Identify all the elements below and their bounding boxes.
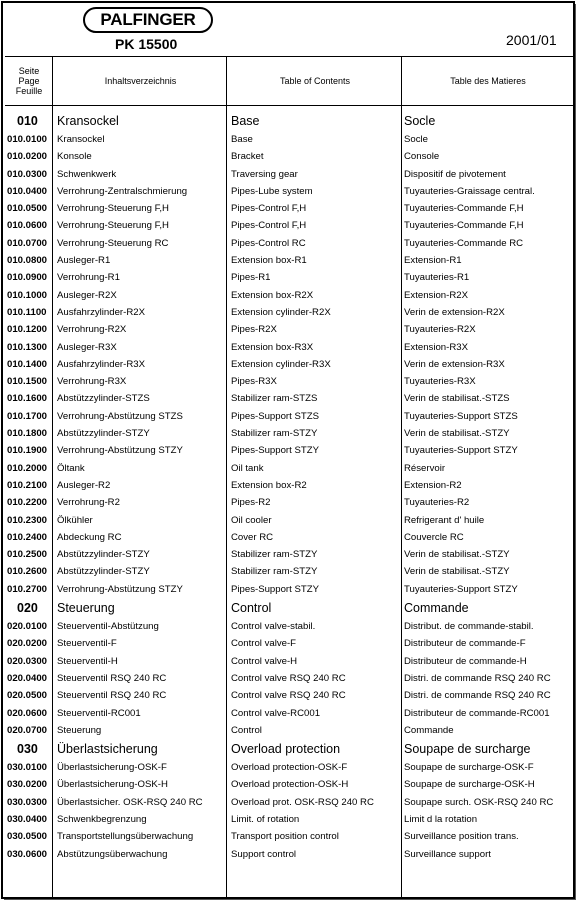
title-de: Abstützzylinder-STZY	[57, 566, 150, 578]
title-fr: Socle	[404, 134, 428, 145]
title-de: Steuerventil RSQ 240 RC	[57, 672, 167, 684]
toc-row	[7, 183, 573, 200]
title-en: Control	[231, 724, 262, 736]
column-header-page-en: Page	[18, 76, 40, 86]
page-code: 010.1600	[7, 393, 48, 405]
title-en: Control valve-RC001	[231, 707, 321, 719]
title-de: Ausfahrzylinder-R3X	[57, 358, 145, 370]
toc-row	[7, 687, 573, 704]
title-fr: Refrigerant d' huile	[404, 514, 485, 526]
title-en: Support control	[231, 848, 297, 860]
title-en: Overload protection	[231, 742, 341, 757]
page-code: 010.1800	[7, 428, 48, 440]
title-en: Pipes-Lube system	[231, 185, 313, 197]
title-en: Extension cylinder-R3X	[231, 358, 331, 370]
title-de: Verrohrung-Steuerung F,H	[57, 203, 169, 215]
column-header-page-fr: Feuille	[15, 86, 43, 96]
title-en: Control valve RSQ 240 RC	[231, 690, 346, 702]
title-en: Oil cooler	[231, 514, 272, 526]
title-fr: Verin de extension-R2X	[404, 306, 505, 318]
title-en: Stabilizer ram-STZS	[231, 393, 318, 405]
page-code: 010.2100	[7, 479, 48, 491]
title-fr: Verin de stabilisat.-STZY	[404, 549, 510, 561]
title-fr: Tuyauteries-R1	[404, 272, 470, 284]
column-header-page	[5, 57, 53, 105]
page-code: 010.0400	[7, 185, 48, 197]
title-en: Extension box-R3X	[231, 341, 314, 353]
title-fr: Extension-R2X	[404, 289, 468, 301]
page-code: 020.0600	[7, 707, 48, 719]
toc-row	[7, 321, 573, 338]
title-en: Stabilizer ram-STZY	[231, 566, 318, 578]
title-en: Oil tank	[231, 462, 264, 474]
title-en: Control valve-H	[231, 655, 298, 667]
title-de: Kransockel	[57, 134, 105, 145]
title-de: Steuerventil RSQ 240 RC	[57, 690, 167, 702]
title-en: Base	[231, 114, 260, 128]
title-en: Pipes-Support STZY	[231, 445, 319, 457]
section-heading-row	[7, 598, 573, 618]
toc-row	[7, 512, 573, 529]
toc-row	[7, 670, 573, 687]
page-code: 030.0600	[7, 848, 48, 860]
title-de: Steuerung	[57, 601, 115, 616]
title-de: Abstützzylinder-STZY	[57, 549, 150, 561]
toc-row	[7, 828, 573, 845]
page-code: 010.1200	[7, 324, 48, 336]
title-fr: Couvercle RC	[404, 531, 464, 543]
title-en: Pipes-Control F,H	[231, 203, 307, 215]
title-fr: Distributeur de commande-RC001	[404, 707, 550, 719]
title-de: Verrohrung-Abstützung STZS	[57, 410, 183, 422]
page-code: 020.0200	[7, 638, 48, 650]
title-en: Extension box-R2X	[231, 289, 314, 301]
page-code: 010.2400	[7, 531, 48, 543]
toc-row	[7, 563, 573, 580]
title-de: Steuerventil-H	[57, 655, 118, 667]
title-fr: Surveillance position trans.	[404, 831, 519, 843]
toc-row	[7, 200, 573, 217]
title-de: Steuerventil-RC001	[57, 707, 141, 719]
page-code: 020.0400	[7, 672, 48, 684]
column-header-de: Inhaltsverzeichnis	[104, 76, 177, 86]
title-fr: Soupape de surcharge-OSK-F	[404, 762, 534, 774]
title-de: Überlastsicher. OSK-RSQ 240 RC	[57, 796, 203, 808]
page-code: 010.1700	[7, 410, 48, 422]
title-en: Limit. of rotation	[231, 813, 300, 825]
toc-row	[7, 811, 573, 828]
title-de: Kransockel	[57, 114, 119, 128]
toc-row	[7, 529, 573, 546]
title-fr: Distri. de commande RSQ 240 RC	[404, 672, 551, 684]
title-en: Control valve-F	[231, 638, 297, 650]
title-de: Schwenkbegrenzung	[57, 813, 147, 825]
title-fr: Extension-R3X	[404, 341, 468, 353]
title-fr: Tuyauteries-Support STZS	[404, 410, 518, 422]
toc-row	[7, 494, 573, 511]
title-de: Verrohrung-Steuerung F,H	[57, 220, 169, 232]
toc-row	[7, 131, 573, 148]
page-code: 010.1900	[7, 445, 48, 457]
title-de: Ausfahrzylinder-R2X	[57, 306, 145, 318]
toc-row	[7, 705, 573, 722]
page-code: 010.0900	[7, 272, 48, 284]
page-code: 010.0800	[7, 255, 48, 267]
title-en: Pipes-Control RC	[231, 237, 306, 249]
toc-row	[7, 166, 573, 183]
page-code: 020.0100	[7, 621, 48, 633]
title-de: Überlastsicherung-OSK-F	[57, 762, 167, 774]
page-code: 030.0400	[7, 813, 48, 825]
toc-row	[7, 653, 573, 670]
title-fr: Tuyauteries-R2	[404, 497, 470, 509]
page-code: 010	[17, 114, 38, 128]
page-code: 010.0200	[7, 151, 48, 163]
toc-rows	[7, 111, 573, 863]
title-en: Bracket	[231, 151, 264, 163]
title-fr: Verin de stabilisat.-STZS	[404, 393, 510, 405]
page-code: 010.0300	[7, 168, 48, 180]
title-en: Pipes-Support STZS	[231, 410, 319, 422]
title-en: Stabilizer ram-STZY	[231, 428, 318, 440]
title-de: Verrohrung-Abstützung STZY	[57, 583, 183, 595]
toc-row	[7, 304, 573, 321]
page-code: 010.1400	[7, 358, 48, 370]
title-fr: Verin de stabilisat.-STZY	[404, 428, 510, 440]
title-de: Verrohrung-R3X	[57, 376, 127, 388]
title-de: Ausleger-R3X	[57, 341, 117, 353]
title-de: Abstützungsüberwachung	[57, 848, 168, 860]
title-en: Extension box-R2	[231, 479, 307, 491]
toc-row	[7, 460, 573, 477]
title-fr: Tuyauteries-Commande RC	[404, 237, 524, 249]
model-number: PK 15500	[115, 36, 178, 52]
title-de: Verrohrung-Zentralschmierung	[57, 185, 188, 197]
title-de: Transportstellungsüberwachung	[57, 831, 194, 843]
title-de: Steuerventil-F	[57, 638, 117, 650]
title-fr: Tuyauteries-R3X	[404, 376, 476, 388]
title-fr: Limit d la rotation	[404, 813, 478, 825]
title-en: Traversing gear	[231, 168, 298, 180]
toc-row	[7, 390, 573, 407]
page-code: 030.0300	[7, 796, 48, 808]
toc-row	[7, 252, 573, 269]
page-code: 030.0100	[7, 762, 48, 774]
page-code: 020.0700	[7, 724, 48, 736]
title-en: Pipes-R1	[231, 272, 271, 284]
title-en: Stabilizer ram-STZY	[231, 549, 318, 561]
page-code: 030.0200	[7, 779, 48, 791]
page-code: 020	[17, 601, 38, 616]
title-en: Base	[231, 134, 253, 145]
title-de: Überlastsicherung-OSK-H	[57, 779, 168, 791]
column-header-page-de: Seite	[18, 66, 40, 76]
title-fr: Tuyauteries-Commande F,H	[404, 220, 524, 232]
title-en: Overload protection-OSK-F	[231, 762, 348, 774]
title-fr: Socle	[404, 114, 436, 128]
title-de: Ausleger-R2X	[57, 289, 117, 301]
column-header-fr: Table des Matieres	[450, 76, 526, 86]
title-de: Überlastsicherung	[57, 742, 158, 757]
title-fr: Distribut. de commande-stabil.	[404, 621, 534, 633]
title-fr: Réservoir	[404, 462, 446, 474]
title-fr: Commande	[404, 601, 469, 616]
title-de: Abstützzylinder-STZS	[57, 393, 150, 405]
title-fr: Tuyauteries-R2X	[404, 324, 476, 336]
toc-row	[7, 759, 573, 776]
title-de: Verrohrung-R1	[57, 272, 120, 284]
page-code: 010.2500	[7, 549, 48, 561]
document-date: 2001/01	[506, 32, 557, 48]
title-fr: Commande	[404, 724, 454, 736]
title-fr: Tuyauteries-Support STZY	[404, 445, 518, 457]
palfinger-logo: PALFINGER	[83, 7, 213, 33]
title-de: Abstützzylinder-STZY	[57, 428, 150, 440]
title-fr: Dispositif de pivotement	[404, 168, 506, 180]
page-code: 020.0500	[7, 690, 48, 702]
title-en: Control	[231, 601, 272, 616]
title-de: Ausleger-R1	[57, 255, 111, 267]
title-fr: Verin de stabilisat.-STZY	[404, 566, 510, 578]
title-en: Control valve RSQ 240 RC	[231, 672, 346, 684]
toc-row	[7, 442, 573, 459]
title-fr: Distri. de commande RSQ 240 RC	[404, 690, 551, 702]
toc-row	[7, 287, 573, 304]
title-de: Steuerung	[57, 724, 102, 736]
title-de: Verrohrung-Steuerung RC	[57, 237, 169, 249]
title-fr: Distributeur de commande-F	[404, 638, 526, 650]
title-en: Overload prot. OSK-RSQ 240 RC	[231, 796, 374, 808]
toc-row	[7, 148, 573, 165]
toc-row	[7, 546, 573, 563]
toc-row	[7, 217, 573, 234]
title-fr: Extension-R2	[404, 479, 462, 491]
toc-row	[7, 235, 573, 252]
title-de: Ausleger-R2	[57, 479, 111, 491]
column-header-en: Table of Contents	[279, 76, 351, 86]
page-code: 030.0500	[7, 831, 48, 843]
title-de: Steuerventil-Abstützung	[57, 621, 159, 633]
table-header	[5, 56, 573, 106]
toc-row	[7, 425, 573, 442]
title-en: Pipes-R3X	[231, 376, 277, 388]
toc-row	[7, 794, 573, 811]
title-de: Abdeckung RC	[57, 531, 122, 543]
toc-row	[7, 356, 573, 373]
page-code: 010.0100	[7, 134, 48, 145]
title-fr: Tuyauteries-Commande F,H	[404, 203, 524, 215]
page-code: 010.1000	[7, 289, 48, 301]
toc-row	[7, 618, 573, 635]
toc-row	[7, 581, 573, 598]
title-de: Verrohrung-R2X	[57, 324, 127, 336]
title-fr: Distributeur de commande-H	[404, 655, 527, 667]
title-en: Overload protection-OSK-H	[231, 779, 349, 791]
toc-row	[7, 722, 573, 739]
page-code: 010.2600	[7, 566, 48, 578]
title-en: Pipes-Control F,H	[231, 220, 307, 232]
title-de: Öltank	[57, 462, 85, 474]
title-de: Verrohrung-Abstützung STZY	[57, 445, 183, 457]
title-en: Pipes-R2X	[231, 324, 277, 336]
toc-row	[7, 339, 573, 356]
page-code: 010.1100	[7, 306, 47, 318]
title-fr: Soupape surch. OSK-RSQ 240 RC	[404, 796, 554, 808]
toc-row	[7, 776, 573, 793]
toc-page	[1, 1, 575, 899]
page-code: 010.0600	[7, 220, 48, 232]
toc-row	[7, 373, 573, 390]
title-en: Control valve-stabil.	[231, 621, 316, 633]
page-code: 010.0700	[7, 237, 48, 249]
title-fr: Surveillance support	[404, 848, 491, 860]
title-de: Verrohrung-R2	[57, 497, 120, 509]
title-fr: Soupape de surcharge	[404, 742, 531, 757]
title-fr: Soupape de surcharge-OSK-H	[404, 779, 535, 791]
page-code: 010.0500	[7, 203, 48, 215]
title-fr: Tuyauteries-Support STZY	[404, 583, 518, 595]
page-code: 020.0300	[7, 655, 48, 667]
title-de: Schwenkwerk	[57, 168, 117, 180]
title-fr: Extension-R1	[404, 255, 462, 267]
page-code: 010.2700	[7, 583, 48, 595]
page-code: 010.1500	[7, 376, 48, 388]
section-heading-row	[7, 739, 573, 759]
title-en: Cover RC	[231, 531, 274, 543]
page-code: 010.2000	[7, 462, 48, 474]
page-code: 010.2200	[7, 497, 48, 509]
title-fr: Console	[404, 151, 440, 163]
title-de: Ölkühler	[57, 514, 93, 526]
title-en: Extension cylinder-R2X	[231, 306, 331, 318]
toc-row	[7, 635, 573, 652]
toc-row	[7, 408, 573, 425]
toc-row	[7, 846, 573, 863]
title-fr: Verin de extension-R3X	[404, 358, 505, 370]
title-en: Extension box-R1	[231, 255, 307, 267]
section-heading-row	[7, 111, 573, 131]
page-code: 010.2300	[7, 514, 48, 526]
title-fr: Tuyauteries-Graissage central.	[404, 185, 535, 197]
title-en: Pipes-Support STZY	[231, 583, 319, 595]
title-en: Pipes-R2	[231, 497, 271, 509]
page-code: 010.1300	[7, 341, 48, 353]
page-code: 030	[17, 742, 38, 757]
toc-row	[7, 269, 573, 286]
title-de: Konsole	[57, 151, 92, 163]
toc-row	[7, 477, 573, 494]
title-en: Transport position control	[231, 831, 339, 843]
